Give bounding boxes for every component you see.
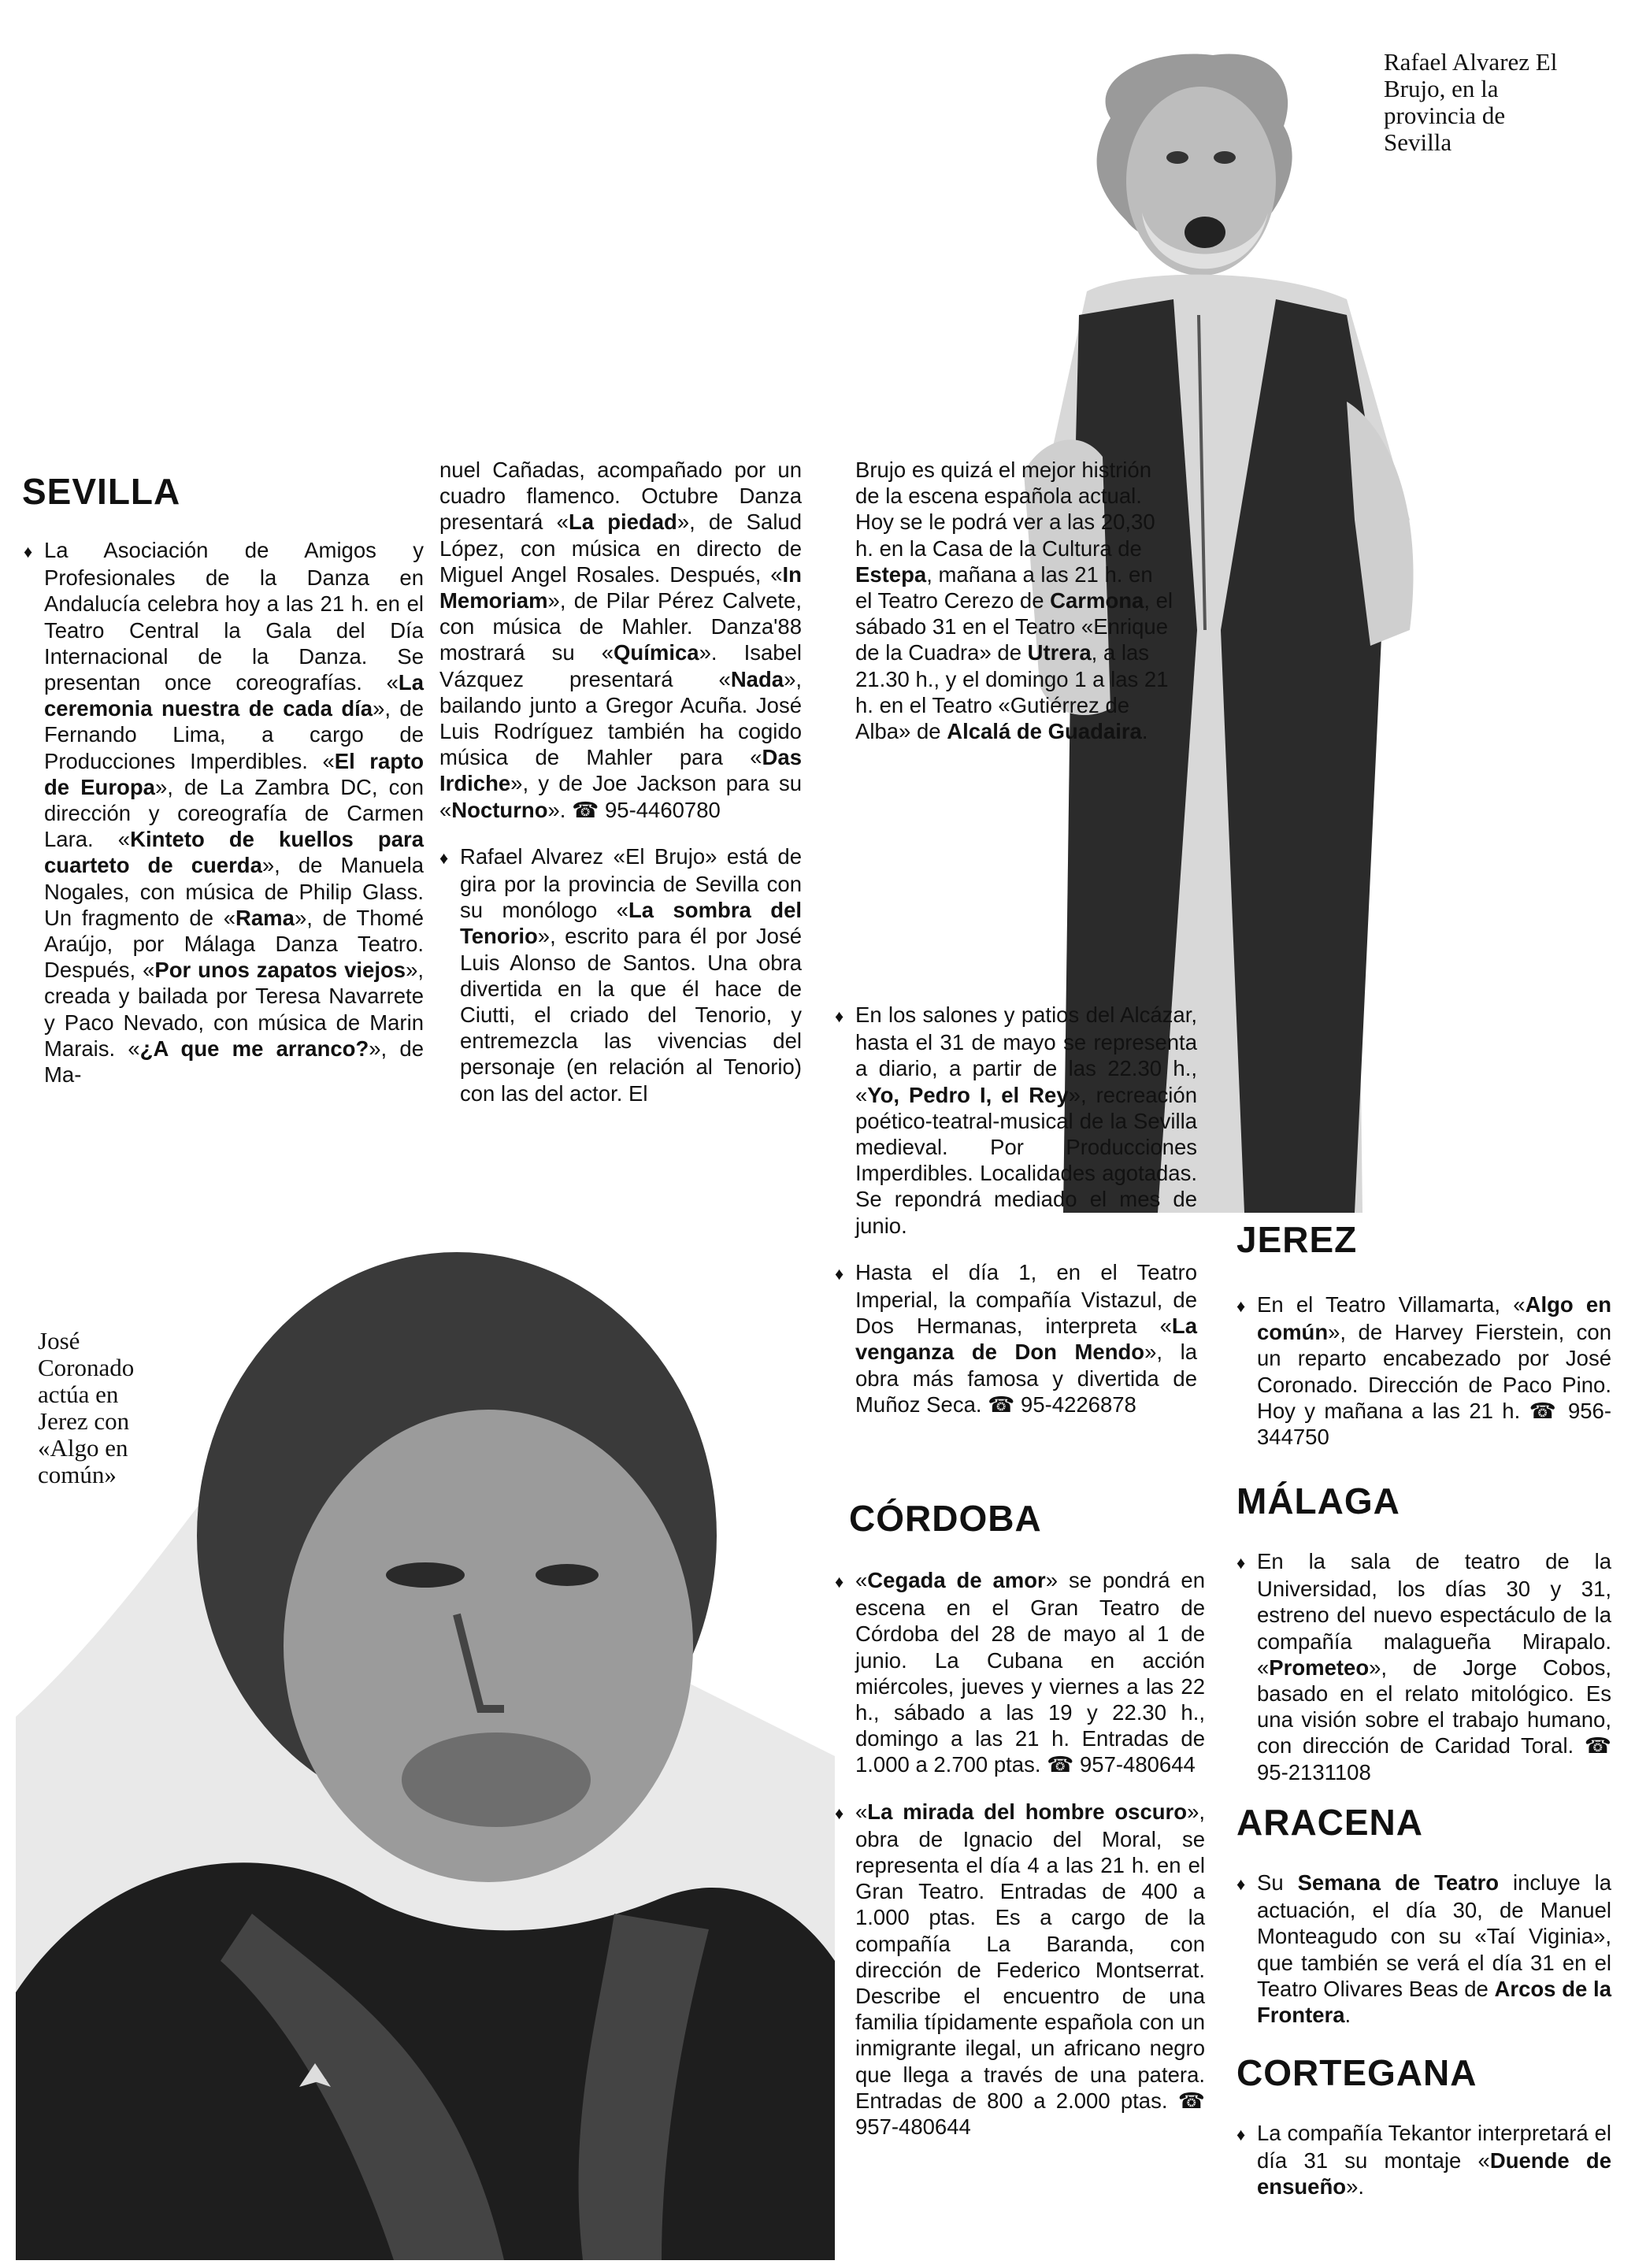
diamond-bullet-icon: ♦ (1236, 1296, 1246, 1316)
listing-cegada-de-amor: ♦ «Cegada de amor» se pondrá en escena en el Gran Teatro de Córdoba del 28 de mayo al 1 de junio. La Cubana en acción miércoles, jueves y viernes a las 22 h., sábado a las 19 y 22.30 h., domingo a las 21 h. Entradas de 1.000 a 2.700 ptas. ☎ 957-480644 (835, 1568, 1205, 1777)
column-2 (439, 457, 802, 1127)
caption-jose-coronado (38, 1328, 211, 1488)
section-heading-malaga: MÁLAGA (1236, 1480, 1400, 1521)
listing-duende-de-ensueno: ♦ La compañía Tekantor interpretará el día 31 su montaje «Duende de ensueño». (1236, 2121, 1611, 2199)
listing-algo-en-comun: ♦ En el Teatro Villamarta, «Algo en común», de Harvey Fierstein, con un reparto encabezado por José Coronado. Dirección de Paco Pino. Hoy y mañana a las 21 h. ☎ 956-344750 (1236, 1292, 1611, 1450)
diamond-bullet-icon: ♦ (1236, 1874, 1246, 1894)
caption-line: Jerez con (38, 1407, 130, 1435)
listing-mirada-hombre-oscuro: ♦ «La mirada del hombre oscuro», obra de Ignacio del Moral, se representa el día 4 a las 21 h. en el Gran Teatro. Entradas de 400 a 1.000 ptas. Es a cargo de la compañía La Baranda, con dirección de Federico Montserrat. Describe el encuentro de una familia típidamente española con un inmigrante ilegal, un africano negro que llega a través de una patera. Entradas de 800 a 2.000 ptas. ☎ 957-480644 (835, 1799, 1205, 2140)
column-3-cordoba (835, 1567, 1205, 2160)
column-3-mid (835, 1002, 1197, 1438)
column-4-malaga (1236, 1548, 1611, 1806)
caption-line: «Algo en (38, 1434, 128, 1462)
diamond-bullet-icon: ♦ (835, 1006, 844, 1026)
column-1 (24, 537, 424, 1108)
listing-prometeo: ♦ En la sala de teatro de la Universidad, los días 30 y 31, estreno del nuevo espectáculo de la compañía malagueña Mirapalo. «Prometeo», de Jorge Cobos, basado en el relato mitológico. Es una visión sobre el trabajo humano, con dirección de Caridad Toral. ☎ 95-2131108 (1236, 1549, 1611, 1784)
column-4-aracena (1236, 1870, 1611, 2048)
section-heading-aracena: ARACENA (1236, 1802, 1423, 1843)
diamond-bullet-icon: ♦ (1236, 2125, 1246, 2144)
section-heading-cortegana: CORTEGANA (1236, 2052, 1477, 2093)
listing-el-brujo: ♦ Rafael Alvarez «El Brujo» está de gira por la provincia de Sevilla con su monólogo «La sombra del Tenorio», escrito para él por José Luis Alonso de Santos. Una obra divertida en la que él hace de Ciutti, el criado del Tenorio, y entremezcla las vivencias del personaje (en relación al Tenorio) con las del actor. El (439, 843, 802, 1106)
caption-line: actúa en (38, 1380, 119, 1408)
diamond-bullet-icon: ♦ (835, 1803, 844, 1823)
diamond-bullet-icon: ♦ (1236, 1553, 1246, 1573)
diamond-bullet-icon: ♦ (835, 1572, 844, 1592)
caption-line: Brujo, en la (1384, 75, 1499, 102)
caption-line: José (38, 1327, 80, 1354)
listing-el-brujo-cont: Brujo es quizá el mejor histrión de la escena española actual. Hoy se le podrá ver a las 20,30 h. en la Casa de la Cultura de Estepa, mañana a las 21 h. en el Teatro Cerezo de Carmona, el sábado 31 en el Teatro «Enrique de la Cuadra» de Utrera, a las 21.30 h., y el domingo 1 a las 21 h. en el Teatro «Gutiérrez de Alba» de Alcalá de Guadaira. (855, 458, 1173, 744)
listing-gala-danza-cont: nuel Cañadas, acompañado por un cuadro flamenco. Octubre Danza presentará «La piedad», de Salud López, con música en directo de Miguel Angel Rosales. Después, «In Memoriam», de Pilar Pérez Calvete, con música de Mahler. Danza'88 mostrará su «Química». Isabel Vázquez presentará «Nada», bailando junto a Gregor Acuña. José Luis Rodríguez también ha cogido música de Mahler para «Das Irdiche», y de Joe Jackson para su «Nocturno». ☎ 95-4460780 (439, 458, 803, 822)
section-heading-sevilla: SEVILLA (22, 471, 181, 512)
caption-el-brujo (1384, 49, 1620, 156)
diamond-bullet-icon: ♦ (24, 542, 33, 561)
section-heading-cordoba: CÓRDOBA (849, 1498, 1042, 1539)
listing-yo-pedro: ♦ En los salones y patios del Alcázar, hasta el 31 de mayo se representa a diario, a partir de las 22.30 h., «Yo, Pedro I, el Rey», recreación poético-teatral-musical de la Sevilla medieval. Por Producciones Imperdibles. Localidades agotadas. Se repondrá mediado el mes de junio. (835, 1002, 1197, 1238)
diamond-bullet-icon: ♦ (439, 847, 449, 868)
caption-line: Rafael Alvarez El (1384, 48, 1558, 76)
column-4-jerez (1236, 1292, 1611, 1470)
caption-line: Sevilla (1384, 128, 1452, 156)
listing-gala-danza: ♦ La Asociación de Amigos y Profesionales de la Danza en Andalucía celebra hoy a las 21 h. en el Teatro Central la Gala del Día Internacional de la Danza. Se presentan once coreografías. «La ceremonia nuestra de cada día», de Fernando Lima, a cargo de Producciones Imperdibles. «El rapto de Europa», de La Zambra DC, con dirección y coreografía de Carmen Lara. «Kinteto de kuellos para cuarteto de cuerda», de Manuela Nogales, con música de Philip Glass. Un fragmento de «Rama», de Thomé Araújo, por Málaga Danza Teatro. Después, «Por unos zapatos viejos», creada y bailada por Teresa Navarrete y Paco Nevado, con música de Marin Marais. «¿A que me arranco?», de Ma- (24, 538, 424, 1088)
listing-semana-de-teatro: ♦ Su Semana de Teatro incluye la actuación, el día 30, de Manuel Monteagudo con su «Taí Viginia», que también se verá el día 31 en el Teatro Olivares Beas de Arcos de la Frontera. (1236, 1870, 1611, 2028)
column-4-cortegana (1236, 2120, 1611, 2221)
diamond-bullet-icon: ♦ (835, 1263, 844, 1284)
caption-line: común» (38, 1461, 117, 1488)
caption-line: provincia de (1384, 102, 1506, 129)
listing-don-mendo: ♦ Hasta el día 1, en el Teatro Imperial, la compañía Vistazul, de Dos Hermanas, interpreta «La venganza de Don Mendo», la obra más famosa y divertida de Muñoz Seca. ☎ 95-4226878 (835, 1259, 1197, 1417)
section-heading-jerez: JEREZ (1236, 1219, 1358, 1260)
caption-line: Coronado (38, 1354, 135, 1381)
column-3-top (855, 457, 1173, 765)
